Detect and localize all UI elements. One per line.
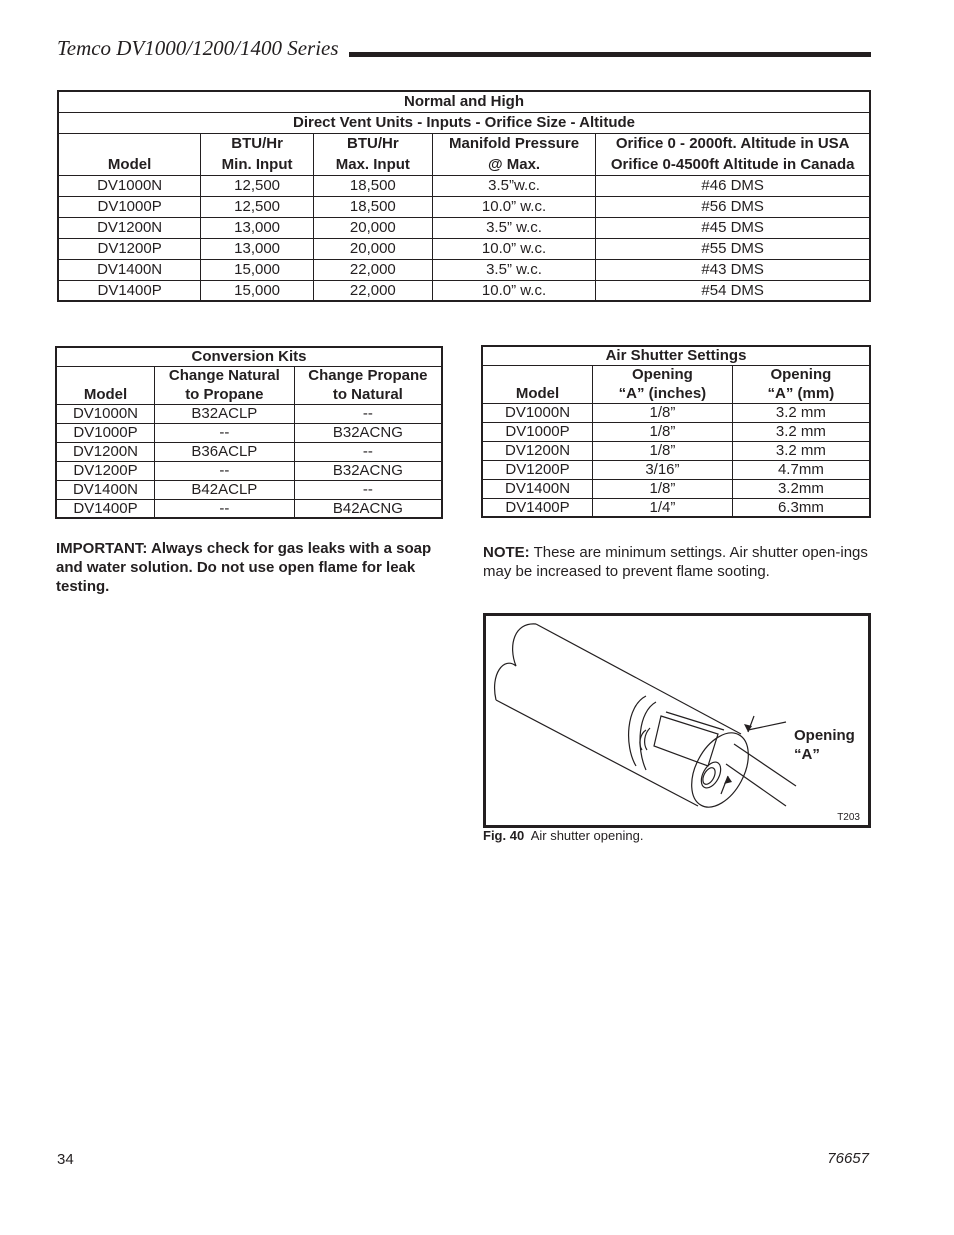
table-row [56, 461, 442, 480]
document-number: 76657 [827, 1150, 869, 1167]
table-cell: 22,000 [313, 259, 432, 280]
table-row [58, 196, 870, 217]
table-cell: 3.2 mm [732, 441, 870, 460]
kits-header-model-top [56, 366, 155, 385]
table-title-line1: Normal and High [58, 91, 870, 112]
table-cell: DV1400P [58, 280, 201, 301]
table-cell: 4.7mm [732, 460, 870, 479]
table-cell: 20,000 [313, 238, 432, 259]
table-row [482, 441, 870, 460]
important-warning: IMPORTANT: Always check for gas leaks with a soap and water solution. Do not use open flame for leak testing. [56, 540, 432, 595]
table-row [56, 499, 442, 518]
kits-header-prop-bottom: to Natural [294, 385, 442, 404]
figure-callout-line2: “A” [794, 746, 820, 763]
air-header-model: Model [482, 384, 593, 403]
kits-title: Conversion Kits [56, 347, 442, 366]
table-cell: DV1200P [56, 461, 155, 480]
table-cell: 18,500 [313, 175, 432, 196]
air-header-mm-bottom: “A” (mm) [732, 384, 870, 403]
table-row [56, 442, 442, 461]
table-cell: 3.2mm [732, 479, 870, 498]
table-cell: 1/8” [593, 479, 733, 498]
table-row [58, 175, 870, 196]
header-max-top: BTU/Hr [313, 133, 432, 154]
header-orifice-bottom: Orifice 0-4500ft Altitude in Canada [596, 154, 870, 175]
header-max-bottom: Max. Input [313, 154, 432, 175]
table-cell: 3.5” w.c. [432, 259, 596, 280]
table-cell: #55 DMS [596, 238, 870, 259]
table-cell: #45 DMS [596, 217, 870, 238]
table-cell: 15,000 [201, 259, 314, 280]
table-row [58, 259, 870, 280]
table-cell: 1/8” [593, 441, 733, 460]
note-text: These are minimum settings. Air shutter open-ings may be increased to prevent flame sooting. [483, 544, 868, 580]
table-cell: 15,000 [201, 280, 314, 301]
table-cell: 3.2 mm [732, 422, 870, 441]
table-cell: DV1200P [58, 238, 201, 259]
kits-header-nat-bottom: to Propane [155, 385, 295, 404]
header-min-top: BTU/Hr [201, 133, 314, 154]
kits-header-model: Model [56, 385, 155, 404]
header-min-bottom: Min. Input [201, 154, 314, 175]
header-model: Model [58, 154, 201, 175]
header-pressure-bottom: @ Max. [432, 154, 596, 175]
table-cell: 12,500 [201, 196, 314, 217]
air-table-body [482, 403, 870, 517]
table-cell: DV1200N [56, 442, 155, 461]
table-cell: 20,000 [313, 217, 432, 238]
kits-table-body [56, 404, 442, 518]
table-cell: 6.3mm [732, 498, 870, 517]
orifice-size-table [57, 90, 871, 302]
table-cell: #56 DMS [596, 196, 870, 217]
air-header-model-top [482, 365, 593, 384]
page-header-title: Temco DV1000/1200/1400 Series [57, 36, 339, 60]
table-cell: DV1000N [58, 175, 201, 196]
figure-code: T203 [837, 812, 860, 823]
orifice-table-body [58, 175, 870, 301]
figure-caption-label: Fig. 40 [483, 828, 525, 843]
kits-header-prop-top: Change Propane [294, 366, 442, 385]
table-cell: 3.2 mm [732, 403, 870, 422]
table-cell: 13,000 [201, 238, 314, 259]
table-cell: B32ACNG [294, 423, 442, 442]
figure-caption-text: Air shutter opening. [530, 828, 644, 843]
table-title-line2: Direct Vent Units - Inputs - Orifice Size - Altitude [58, 112, 870, 133]
table-row [482, 403, 870, 422]
table-row [482, 498, 870, 517]
figure-caption [483, 828, 643, 843]
table-row [482, 460, 870, 479]
table-cell: 3.5”w.c. [432, 175, 596, 196]
table-row [58, 217, 870, 238]
air-shutter-drawing [486, 616, 868, 825]
table-cell: 10.0” w.c. [432, 280, 596, 301]
table-cell: DV1200P [482, 460, 593, 479]
table-row [56, 480, 442, 499]
header-orifice-top: Orifice 0 - 2000ft. Altitude in USA [596, 133, 870, 154]
table-cell: -- [294, 404, 442, 423]
note-label: NOTE: [483, 544, 530, 561]
table-cell: DV1400N [482, 479, 593, 498]
table-cell: DV1400P [56, 499, 155, 518]
figure-callout-opening [794, 726, 855, 764]
air-title: Air Shutter Settings [482, 346, 870, 365]
header-rule [349, 52, 871, 57]
table-cell: 18,500 [313, 196, 432, 217]
table-cell: 1/8” [593, 422, 733, 441]
table-row [58, 280, 870, 301]
table-cell: -- [155, 499, 295, 518]
table-cell: DV1200N [482, 441, 593, 460]
table-cell: -- [294, 442, 442, 461]
air-shutter-figure [483, 613, 871, 828]
air-header-in-top: Opening [593, 365, 733, 384]
table-row [482, 479, 870, 498]
table-cell: 10.0” w.c. [432, 238, 596, 259]
table-cell: DV1200N [58, 217, 201, 238]
note-paragraph [483, 543, 873, 581]
table-cell: 1/8” [593, 403, 733, 422]
table-cell: DV1400N [58, 259, 201, 280]
table-cell: 10.0” w.c. [432, 196, 596, 217]
air-header-mm-top: Opening [732, 365, 870, 384]
air-shutter-table [481, 345, 871, 518]
header-model-top [58, 133, 201, 154]
page-number: 34 [57, 1151, 74, 1168]
table-cell: 3.5” w.c. [432, 217, 596, 238]
air-header-in-bottom: “A” (inches) [593, 384, 733, 403]
table-cell: 22,000 [313, 280, 432, 301]
table-cell: B42ACNG [294, 499, 442, 518]
table-cell: B42ACLP [155, 480, 295, 499]
table-cell: B36ACLP [155, 442, 295, 461]
table-cell: DV1400N [56, 480, 155, 499]
header-pressure-top: Manifold Pressure [432, 133, 596, 154]
table-cell: DV1400P [482, 498, 593, 517]
table-cell: #46 DMS [596, 175, 870, 196]
conversion-kits-table [55, 346, 443, 519]
table-cell: #54 DMS [596, 280, 870, 301]
table-cell: B32ACNG [294, 461, 442, 480]
table-row [58, 238, 870, 259]
table-cell: #43 DMS [596, 259, 870, 280]
table-cell: DV1000P [58, 196, 201, 217]
table-cell: 1/4” [593, 498, 733, 517]
table-cell: 3/16” [593, 460, 733, 479]
table-cell: DV1000N [56, 404, 155, 423]
table-cell: B32ACLP [155, 404, 295, 423]
table-row [482, 422, 870, 441]
figure-callout-line1: Opening [794, 727, 855, 744]
table-cell: 13,000 [201, 217, 314, 238]
table-row [56, 423, 442, 442]
table-cell: DV1000P [482, 422, 593, 441]
table-cell: -- [155, 461, 295, 480]
table-cell: -- [294, 480, 442, 499]
table-cell: 12,500 [201, 175, 314, 196]
table-cell: -- [155, 423, 295, 442]
table-cell: DV1000P [56, 423, 155, 442]
table-cell: DV1000N [482, 403, 593, 422]
table-row [56, 404, 442, 423]
kits-header-nat-top: Change Natural [155, 366, 295, 385]
